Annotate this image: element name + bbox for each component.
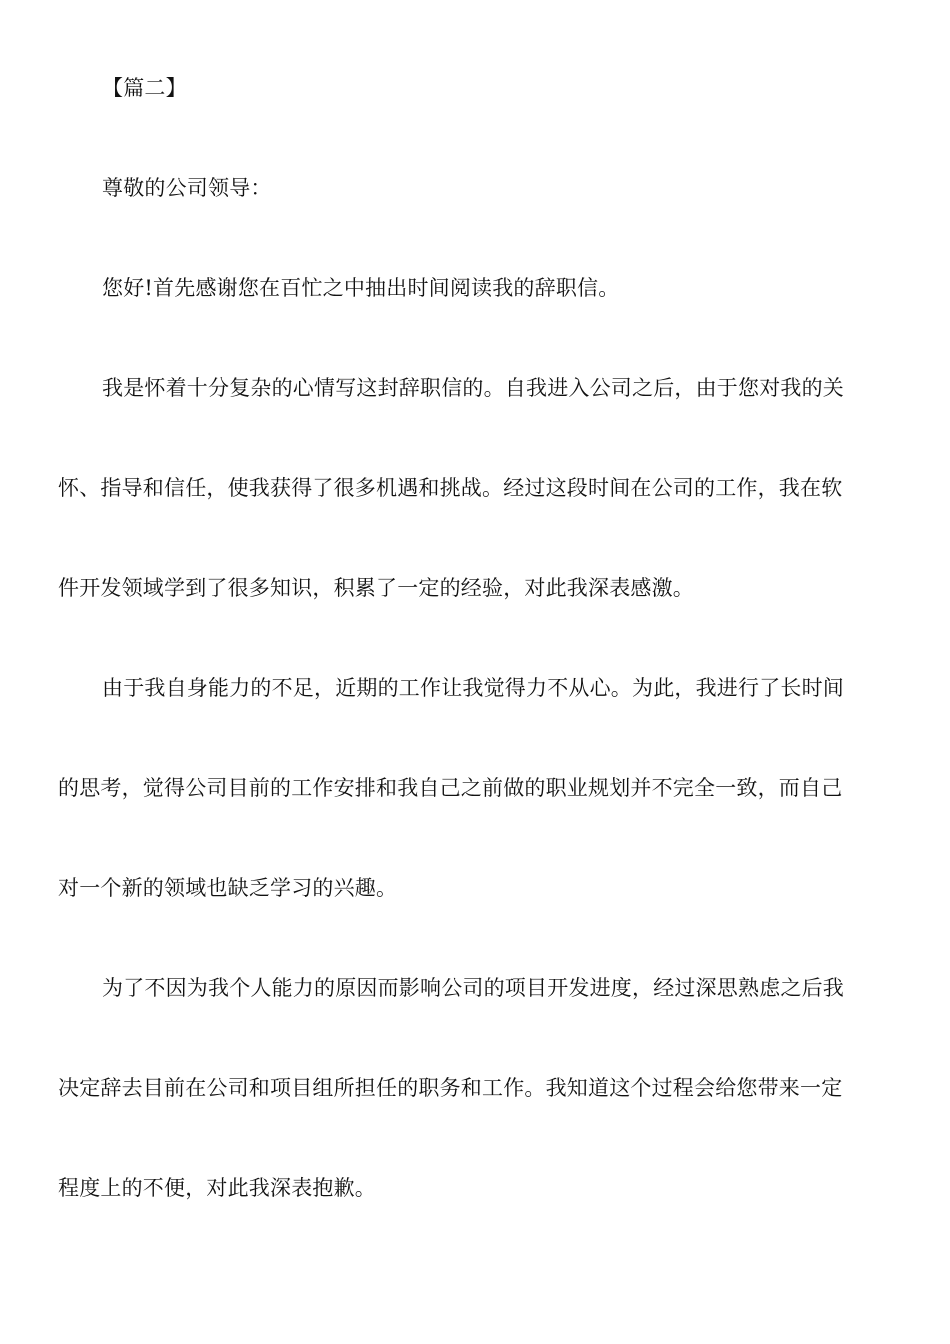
section-heading: 【篇二】	[102, 76, 187, 100]
body-line: 的思考，觉得公司目前的工作安排和我自己之前做的职业规划并不完全一致，而自己	[58, 776, 843, 800]
body-line: 由于我自身能力的不足，近期的工作让我觉得力不从心。为此，我进行了长时间	[102, 676, 844, 700]
body-line: 我是怀着十分复杂的心情写这封辞职信的。自我进入公司之后，由于您对我的关	[102, 376, 844, 400]
body-line: 对一个新的领域也缺乏学习的兴趣。	[58, 876, 398, 900]
body-line: 怀、指导和信任，使我获得了很多机遇和挑战。经过这段时间在公司的工作，我在软	[58, 476, 843, 500]
body-line: 您好!首先感谢您在百忙之中抽出时间阅读我的辞职信。	[102, 276, 620, 300]
body-line: 为了不因为我个人能力的原因而影响公司的项目开发进度，经过深思熟虑之后我	[102, 976, 844, 1000]
salutation: 尊敬的公司领导：	[102, 176, 272, 200]
body-line: 件开发领域学到了很多知识，积累了一定的经验，对此我深表感激。	[58, 576, 694, 600]
body-line: 程度上的不便，对此我深表抱歉。	[58, 1176, 376, 1200]
body-line: 决定辞去目前在公司和项目组所担任的职务和工作。我知道这个过程会给您带来一定	[58, 1076, 843, 1100]
